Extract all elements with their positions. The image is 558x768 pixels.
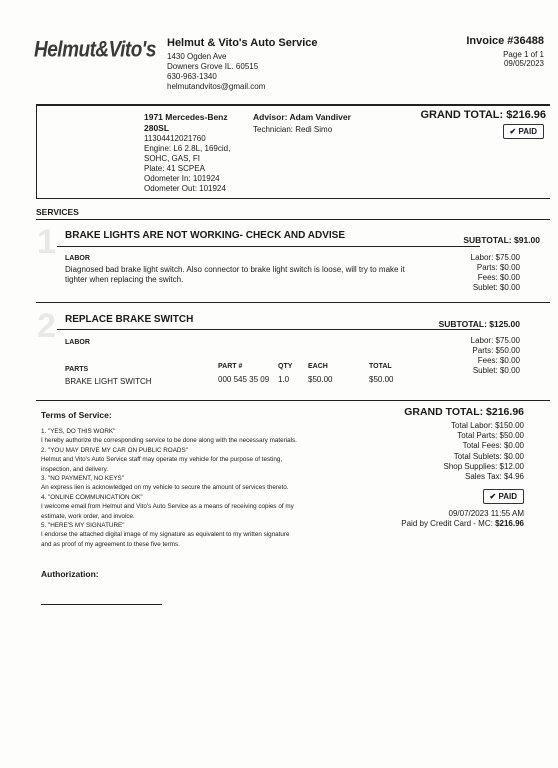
invoice-number: Invoice #36488 bbox=[466, 35, 544, 47]
shop-address-line1: 1430 Ogden Ave bbox=[167, 52, 227, 61]
part-qty: 1.0 bbox=[278, 375, 290, 384]
job-2-number: 2 bbox=[37, 307, 56, 345]
job-1-labor-text-line2: tighter when replacing the switch. bbox=[65, 275, 184, 284]
shop-logo: Helmut&Vito's bbox=[34, 38, 156, 63]
invoice-date: 09/05/2023 bbox=[503, 59, 544, 68]
advisor-name: Advisor: Adam Vandiver bbox=[253, 112, 351, 122]
job-2-fees-total: Fees: $0.00 bbox=[477, 356, 520, 365]
terms-line: I hereby authorize the corresponding service to be done along with the necessary materials. bbox=[41, 437, 297, 445]
job-1-labor-text-line1: Diagnosed bad brake light switch. Also connector to brake light switch is loose, will try to make it bbox=[65, 265, 405, 274]
terms-title: Terms of Service: bbox=[41, 410, 112, 420]
job-2-sublet-total: Sublet: $0.00 bbox=[472, 366, 520, 375]
job-2-labor-total: Labor: $75.00 bbox=[470, 336, 520, 345]
signature-line bbox=[41, 604, 162, 605]
shop-phone: 630-963-1340 bbox=[167, 72, 217, 81]
terms-line: 5. "HERE'S MY SIGNATURE" bbox=[41, 522, 125, 530]
job-1-parts-total: Parts: $0.00 bbox=[476, 263, 520, 272]
job-1-fees-total: Fees: $0.00 bbox=[477, 273, 520, 282]
job-2-labor-label: LABOR bbox=[65, 339, 90, 346]
terms-line: 2. "YOU MAY DRIVE MY CAR ON PUBLIC ROADS" bbox=[41, 446, 188, 454]
terms-line: 3. "NO PAYMENT, NO KEYS" bbox=[41, 475, 124, 483]
shop-address-line2: Downers Grove IL. 60515 bbox=[167, 62, 259, 71]
job-2-parts-total: Parts: $50.00 bbox=[472, 346, 520, 355]
vehicle-title-line2: 280SL bbox=[144, 123, 170, 133]
part-name: BRAKE LIGHT SWITCH bbox=[65, 377, 152, 386]
terms-text bbox=[41, 427, 341, 549]
summary-totals bbox=[443, 421, 524, 482]
job-separator bbox=[36, 302, 550, 303]
shop-supplies: Shop Supplies: $12.00 bbox=[443, 461, 524, 471]
job-1-sublet-total: Sublet: $0.00 bbox=[472, 283, 520, 292]
paid-by bbox=[401, 519, 524, 530]
technician-name: Technician: Redi Simo bbox=[253, 125, 333, 134]
terms-line: 4. "ONLINE COMMUNICATION OK" bbox=[41, 493, 143, 501]
job-1-divider bbox=[57, 246, 480, 247]
total-fees: Total Fees: $0.00 bbox=[462, 441, 524, 451]
total-column-header: TOTAL bbox=[369, 363, 392, 370]
total-labor: Total Labor: $150.00 bbox=[451, 421, 524, 430]
job-2-divider bbox=[57, 329, 480, 330]
terms-line: An express lien is acknowledged on my vehicle to secure the amount of services thereto. bbox=[41, 484, 289, 492]
authorization-label: Authorization: bbox=[41, 569, 99, 579]
header-divider bbox=[36, 104, 550, 106]
sales-tax: Sales Tax: $4.96 bbox=[464, 472, 524, 482]
job-2-subtotal: SUBTOTAL: $125.00 bbox=[438, 319, 520, 329]
vehicle-box-bottom-border bbox=[36, 198, 550, 199]
vehicle-title-line1: 1971 Mercedes-Benz bbox=[144, 112, 228, 122]
terms-line: I endorse the attached digital image of my signature as equivalent to my written signature bbox=[41, 531, 290, 539]
paid-by-label: Paid by Credit Card - MC: bbox=[401, 519, 496, 528]
vehicle-odometer-out: Odometer Out: 101924 bbox=[144, 184, 226, 193]
grand-total-top: GRAND TOTAL: $216.96 bbox=[420, 109, 546, 121]
terms-line: I welcome email from Helmut and Vito's Auto Service as a means of receiving copies of my bbox=[41, 503, 294, 511]
job-1-number: 1 bbox=[37, 223, 56, 261]
partno-column-header: PART # bbox=[218, 363, 243, 370]
job-1-title: BRAKE LIGHTS ARE NOT WORKING- CHECK AND ADVISE bbox=[65, 230, 345, 241]
job-1-totals bbox=[471, 253, 520, 293]
job-2-title: REPLACE BRAKE SWITCH bbox=[65, 314, 194, 325]
total-sublets: Total Sublets: $0.00 bbox=[453, 451, 524, 461]
vehicle-engine-line2: SOHC, GAS, FI bbox=[144, 154, 201, 163]
part-number: 000 545 35 09 bbox=[218, 375, 270, 384]
vehicle-box-left-border bbox=[36, 106, 37, 198]
shop-name: Helmut & Vito's Auto Service bbox=[167, 37, 318, 49]
shop-email: helmutandvitos@gmail.com bbox=[167, 82, 266, 91]
terms-line: Helmut and Vito's Auto Service staff may operate my vehicle for the purpose of testing, bbox=[41, 456, 283, 464]
summary-divider bbox=[36, 400, 550, 401]
vehicle-vin: 11304412021760 bbox=[144, 134, 206, 143]
terms-line: estimate, work order, and invoice. bbox=[41, 512, 135, 520]
job-1-labor-total: Labor: $75.00 bbox=[470, 253, 520, 262]
parts-column-header: PARTS bbox=[65, 366, 89, 373]
paid-badge-top: ✔ PAID bbox=[503, 124, 544, 139]
vehicle-info bbox=[144, 112, 230, 194]
paid-date: 09/07/2023 11:55 AM bbox=[448, 509, 524, 518]
part-total: $50.00 bbox=[369, 375, 394, 384]
paid-amount: $216.96 bbox=[495, 519, 524, 528]
terms-line: inspection, and delivery. bbox=[41, 465, 109, 473]
each-column-header: EACH bbox=[308, 363, 328, 370]
services-header: SERVICES bbox=[36, 207, 79, 217]
qty-column-header: QTY bbox=[278, 363, 293, 370]
vehicle-plate: Plate: 41 SCPEA bbox=[144, 164, 205, 173]
job-1-subtotal: SUBTOTAL: $91.00 bbox=[463, 235, 540, 245]
vehicle-engine-line1: Engine: L6 2.8L, 169cid, bbox=[144, 144, 231, 153]
terms-line: 1. "YES, DO THIS WORK" bbox=[41, 428, 116, 435]
part-each: $50.00 bbox=[308, 375, 333, 384]
grand-total-summary: GRAND TOTAL: $216.96 bbox=[404, 406, 524, 418]
job-2-totals bbox=[471, 336, 520, 376]
invoice-page: Page 1 of 1 bbox=[503, 50, 544, 59]
paid-badge-summary: ✔ PAID bbox=[483, 489, 524, 504]
job-1-labor-label: LABOR bbox=[65, 255, 90, 262]
services-divider bbox=[36, 219, 550, 220]
total-parts: Total Parts: $50.00 bbox=[457, 431, 524, 441]
vehicle-odometer-in: Odometer In: 101924 bbox=[144, 174, 220, 183]
terms-line: and as proof of my agreement to these five terms. bbox=[41, 540, 180, 548]
